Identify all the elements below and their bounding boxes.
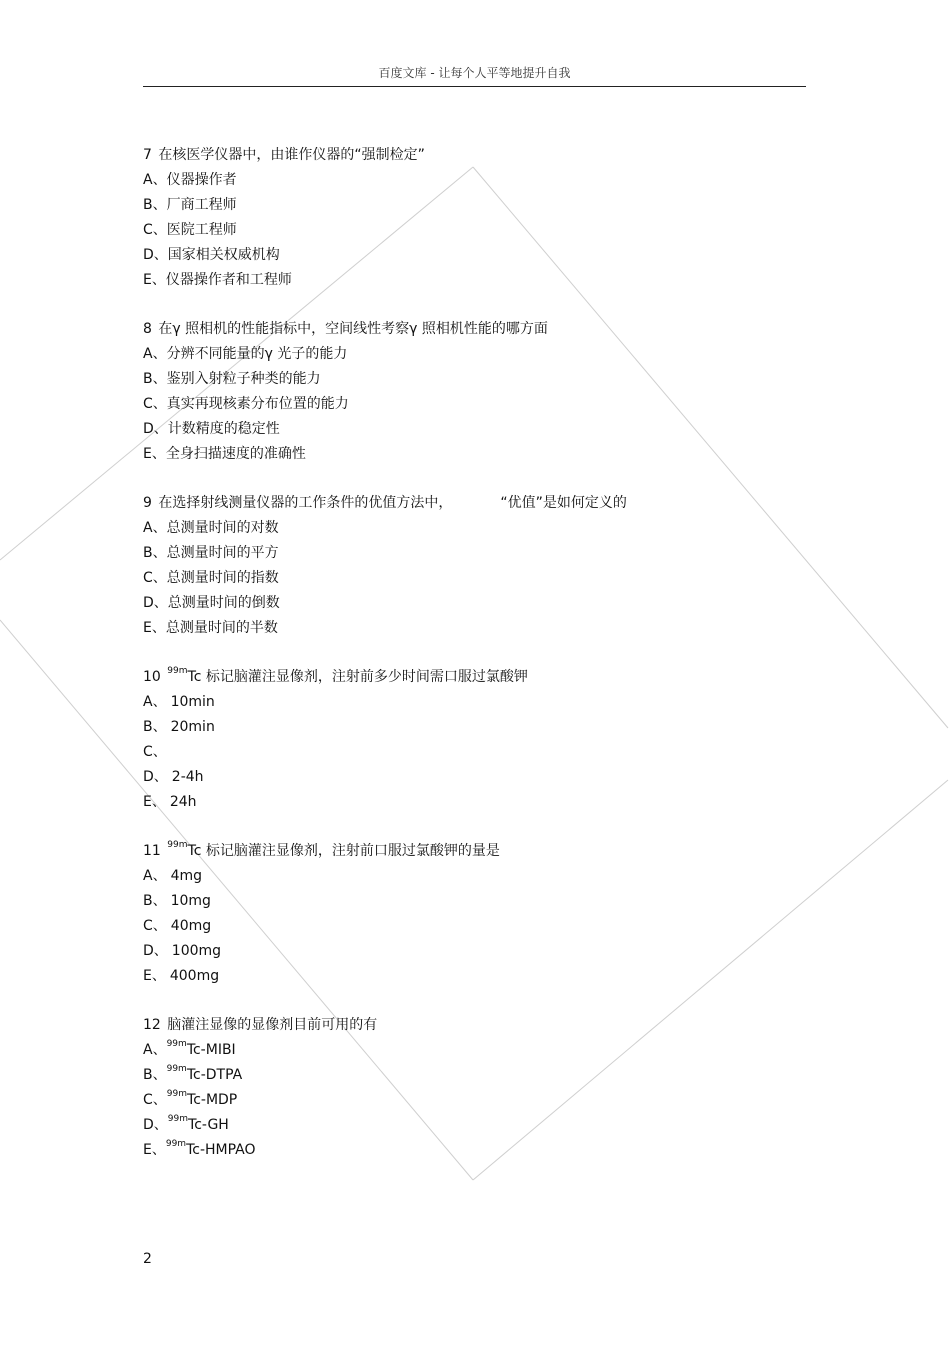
option-letter: D <box>143 1117 154 1133</box>
option-separator: 、 <box>152 545 167 561</box>
isotope-superscript: 99m <box>166 1089 188 1100</box>
option-d <box>143 417 823 442</box>
option-text: 总测量时间的半数 <box>165 620 278 636</box>
question-number: 7 <box>143 147 152 163</box>
option-text: 总测量时间的指数 <box>166 570 279 586</box>
question-stem <box>143 491 823 516</box>
option-letter: A <box>143 694 153 710</box>
option-letter: B <box>143 371 153 387</box>
option-text: 仪器操作者 <box>166 172 237 188</box>
question-text: 在γ 照相机的性能指标中，空间线性考察γ 照相机性能的哪方面 <box>158 321 548 337</box>
question-number: 12 <box>143 1017 161 1033</box>
page-header: 百度文库 - 让每个人平等地提升自我 <box>378 66 571 80</box>
option-a <box>143 516 823 541</box>
option-separator: 、 <box>151 446 166 462</box>
option-text: 2-4h <box>171 769 204 785</box>
question-12 <box>143 1013 823 1163</box>
option-text: 4mg <box>170 868 203 884</box>
question-9 <box>143 491 823 641</box>
option-separator: 、 <box>152 893 167 909</box>
option-letter: C <box>143 744 153 760</box>
question-10 <box>143 665 823 815</box>
question-11 <box>143 839 823 989</box>
question-stem <box>143 1013 823 1038</box>
option-separator: 、 <box>153 769 168 785</box>
option-text: 400mg <box>169 968 220 984</box>
option-letter: E <box>143 794 152 810</box>
isotope-superscript: 99m <box>167 1114 189 1125</box>
option-letter: D <box>143 421 154 437</box>
option-letter: E <box>143 968 152 984</box>
option-separator: 、 <box>151 794 166 810</box>
option-d <box>143 1113 823 1138</box>
option-text: 24h <box>169 794 197 810</box>
question-text-continued: “优值”是如何定义的 <box>500 495 627 511</box>
option-separator: 、 <box>153 1117 168 1133</box>
option-c <box>143 392 823 417</box>
option-letter: C <box>143 396 153 412</box>
question-text: Tc 标记脑灌注显像剂，注射前口服过氯酸钾的量是 <box>187 843 500 859</box>
option-text: 40mg <box>170 918 212 934</box>
option-d <box>143 591 823 616</box>
option-letter: C <box>143 918 153 934</box>
page-number: 2 <box>143 1251 152 1267</box>
option-text: 10mg <box>170 893 211 909</box>
option-b <box>143 541 823 566</box>
option-a <box>143 342 823 367</box>
option-e <box>143 790 823 815</box>
option-separator: 、 <box>151 620 166 636</box>
option-letter: C <box>143 570 153 586</box>
option-letter: D <box>143 247 154 263</box>
option-separator: 、 <box>152 396 167 412</box>
option-text: 100mg <box>171 943 222 959</box>
question-stem <box>143 317 823 342</box>
option-separator: 、 <box>152 1067 167 1083</box>
option-text: 20min <box>170 719 215 735</box>
option-d <box>143 939 823 964</box>
option-letter: B <box>143 719 153 735</box>
option-e <box>143 442 823 467</box>
option-text: 国家相关权威机构 <box>167 247 280 263</box>
option-text: 计数精度的稳定性 <box>167 421 280 437</box>
question-8 <box>143 317 823 467</box>
option-separator: 、 <box>152 197 167 213</box>
option-text: 总测量时间的对数 <box>166 520 279 536</box>
option-letter: A <box>143 868 153 884</box>
option-letter: E <box>143 272 152 288</box>
option-separator: 、 <box>152 172 167 188</box>
option-text: 鉴别入射粒子种类的能力 <box>166 371 321 387</box>
option-letter: D <box>143 943 154 959</box>
option-separator: 、 <box>153 943 168 959</box>
option-separator: 、 <box>152 918 167 934</box>
isotope-superscript: 99m <box>167 666 188 677</box>
option-letter: A <box>143 172 153 188</box>
question-stem <box>143 143 823 168</box>
option-a <box>143 1038 823 1063</box>
option-separator: 、 <box>153 247 168 263</box>
option-separator: 、 <box>152 520 167 536</box>
option-letter: C <box>143 222 153 238</box>
isotope-superscript: 99m <box>166 1039 187 1050</box>
option-letter: B <box>143 893 153 909</box>
option-separator: 、 <box>153 421 168 437</box>
option-separator: 、 <box>152 222 167 238</box>
option-letter: C <box>143 1092 153 1108</box>
option-text: 全身扫描速度的准确性 <box>165 446 306 462</box>
option-text: 总测量时间的平方 <box>166 545 279 561</box>
option-separator: 、 <box>152 1042 167 1058</box>
question-text: 脑灌注显像的显像剂目前可用的有 <box>167 1017 378 1033</box>
option-separator: 、 <box>152 719 167 735</box>
option-c <box>143 914 823 939</box>
option-text: 10min <box>170 694 215 710</box>
isotope-superscript: 99m <box>167 840 188 851</box>
option-e <box>143 964 823 989</box>
option-b <box>143 715 823 740</box>
option-e <box>143 268 823 293</box>
option-d <box>143 765 823 790</box>
option-text: Tc-DTPA <box>186 1067 243 1083</box>
option-letter: D <box>143 595 154 611</box>
question-list <box>143 143 823 1187</box>
option-text: 厂商工程师 <box>166 197 237 213</box>
option-text: 分辨不同能量的γ 光子的能力 <box>166 346 348 362</box>
option-letter: B <box>143 545 153 561</box>
option-b <box>143 367 823 392</box>
option-letter: E <box>143 446 152 462</box>
option-separator: 、 <box>152 694 167 710</box>
option-text: Tc-MDP <box>187 1092 238 1108</box>
option-d <box>143 243 823 268</box>
option-text: 总测量时间的倒数 <box>167 595 280 611</box>
option-separator: 、 <box>152 1092 167 1108</box>
option-b <box>143 193 823 218</box>
question-text: 在核医学仪器中，由谁作仪器的“强制检定” <box>158 147 425 163</box>
option-b <box>143 889 823 914</box>
option-letter: B <box>143 1067 153 1083</box>
header-rule <box>143 86 806 87</box>
option-separator: 、 <box>152 868 167 884</box>
option-a <box>143 690 823 715</box>
option-text: Tc-GH <box>188 1117 229 1133</box>
question-text: 在选择射线测量仪器的工作条件的优值方法中， <box>158 495 453 511</box>
option-c <box>143 218 823 243</box>
question-text: Tc 标记脑灌注显像剂，注射前多少时间需口服过氯酸钾 <box>187 669 528 685</box>
isotope-superscript: 99m <box>166 1064 187 1075</box>
option-separator: 、 <box>152 346 167 362</box>
question-stem <box>143 839 823 864</box>
question-stem <box>143 665 823 690</box>
option-letter: A <box>143 346 153 362</box>
question-number: 10 <box>143 669 161 685</box>
option-b <box>143 1063 823 1088</box>
option-separator: 、 <box>152 744 167 760</box>
isotope-superscript: 99m <box>165 1139 187 1150</box>
option-e <box>143 616 823 641</box>
option-c <box>143 566 823 591</box>
question-number: 11 <box>143 843 161 859</box>
option-separator: 、 <box>151 272 166 288</box>
option-text: Tc-MIBI <box>186 1042 236 1058</box>
option-a <box>143 864 823 889</box>
option-letter: A <box>143 520 153 536</box>
option-c <box>143 740 823 765</box>
option-c <box>143 1088 823 1113</box>
question-number: 8 <box>143 321 152 337</box>
option-letter: A <box>143 1042 153 1058</box>
option-letter: E <box>143 1142 152 1158</box>
option-text: Tc-HMPAO <box>186 1142 256 1158</box>
option-letter: B <box>143 197 153 213</box>
option-text: 医院工程师 <box>166 222 237 238</box>
question-number: 9 <box>143 495 152 511</box>
question-7 <box>143 143 823 293</box>
option-separator: 、 <box>151 968 166 984</box>
option-separator: 、 <box>152 371 167 387</box>
option-e <box>143 1138 823 1163</box>
option-letter: E <box>143 620 152 636</box>
option-letter: D <box>143 769 154 785</box>
option-separator: 、 <box>151 1142 166 1158</box>
option-separator: 、 <box>153 595 168 611</box>
option-text: 仪器操作者和工程师 <box>165 272 292 288</box>
option-text: 真实再现核素分布位置的能力 <box>166 396 349 412</box>
option-separator: 、 <box>152 570 167 586</box>
option-a <box>143 168 823 193</box>
